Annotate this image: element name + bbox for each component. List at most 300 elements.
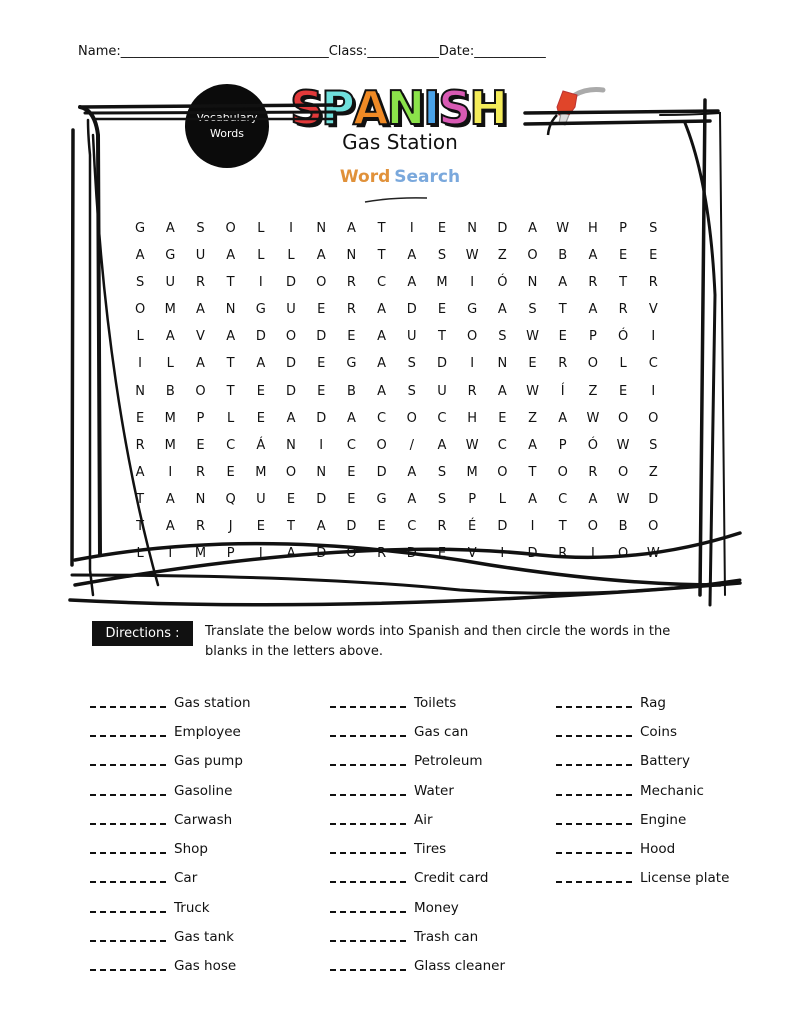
grid-letter[interactable]: G xyxy=(467,302,478,318)
grid-letter[interactable]: D xyxy=(286,275,297,291)
grid-letter[interactable]: M xyxy=(255,464,267,480)
grid-letter[interactable]: T xyxy=(619,275,628,291)
grid-letter[interactable]: T xyxy=(558,302,567,318)
grid-letter[interactable]: E xyxy=(618,248,628,264)
grid-letter[interactable]: E xyxy=(226,464,235,480)
grid-letter[interactable]: A xyxy=(437,437,447,453)
grid-letter[interactable]: B xyxy=(346,383,356,399)
grid-letter[interactable]: S xyxy=(649,437,658,453)
word-search-title xyxy=(300,167,500,187)
grid-letter[interactable]: C xyxy=(437,410,447,426)
grid-letter[interactable]: I xyxy=(530,519,535,535)
grid-letter[interactable]: I xyxy=(470,356,475,372)
grid-letter[interactable]: L xyxy=(257,221,265,236)
grid-letter[interactable]: O xyxy=(527,248,538,264)
grid-letter[interactable]: H xyxy=(588,221,598,236)
grid-letter[interactable]: T xyxy=(528,464,537,480)
vocab-item xyxy=(330,893,505,922)
grid-letter[interactable]: A xyxy=(588,491,598,507)
grid-letter[interactable]: B xyxy=(165,383,175,399)
grid-letter[interactable]: A xyxy=(165,221,175,236)
grid-letter[interactable]: U xyxy=(437,383,447,399)
grid-letter[interactable]: T xyxy=(377,248,386,264)
answer-blank[interactable] xyxy=(330,932,406,942)
grid-letter[interactable]: O xyxy=(195,383,206,399)
grid-letter[interactable]: Z xyxy=(588,383,598,399)
vocab-item xyxy=(90,952,251,981)
grid-letter[interactable]: A xyxy=(256,356,266,372)
grid-letter[interactable]: A xyxy=(346,410,356,426)
grid-letter[interactable]: E xyxy=(437,221,447,236)
grid-letter[interactable]: W xyxy=(616,491,630,507)
grid-letter[interactable]: P xyxy=(619,221,628,236)
grid-letter[interactable]: A xyxy=(377,356,387,372)
grid-letter[interactable]: T xyxy=(136,519,145,535)
gas-pump-nozzle-icon xyxy=(535,85,610,145)
grid-letter[interactable]: W xyxy=(526,383,539,399)
answer-blank[interactable] xyxy=(330,756,406,766)
grid-letter[interactable]: M xyxy=(194,546,207,562)
grid-letter[interactable]: I xyxy=(590,546,595,562)
grid-letter[interactable]: D xyxy=(255,329,266,345)
grid-letter[interactable]: M xyxy=(436,275,448,291)
grid-letter[interactable]: E xyxy=(135,410,145,426)
grid-letter[interactable]: O xyxy=(376,437,387,453)
grid-letter[interactable]: A xyxy=(196,302,205,318)
grid-letter[interactable]: T xyxy=(558,519,567,535)
grid-letter[interactable]: I xyxy=(258,546,263,562)
grid-letter[interactable]: P xyxy=(588,329,597,345)
grid-letter[interactable]: O xyxy=(497,464,508,480)
student-info-line xyxy=(78,44,718,59)
grid-letter[interactable]: U xyxy=(165,275,176,291)
grid-letter[interactable]: I xyxy=(319,437,324,453)
grid-letter[interactable]: Ó xyxy=(497,275,508,291)
grid-letter[interactable]: E xyxy=(196,437,205,453)
grid-letter[interactable]: O xyxy=(557,464,568,480)
grid-letter[interactable]: L xyxy=(498,491,506,507)
grid-letter[interactable]: E xyxy=(347,464,356,480)
grid-letter[interactable]: R xyxy=(467,383,477,399)
grid-letter[interactable]: W xyxy=(586,410,600,426)
vocab-item xyxy=(90,864,251,893)
grid-letter[interactable]: S xyxy=(407,383,416,399)
grid-letter[interactable]: O xyxy=(285,464,297,480)
grid-letter[interactable]: Á xyxy=(256,437,266,453)
vocab-word: Shop xyxy=(174,841,208,858)
vocab-word: Coins xyxy=(640,723,678,740)
grid-letter[interactable]: A xyxy=(286,410,296,426)
answer-blank[interactable] xyxy=(556,727,632,737)
grid-letter[interactable]: O xyxy=(316,275,327,291)
grid-letter[interactable]: D xyxy=(497,221,508,236)
grid-letter[interactable]: N xyxy=(346,248,357,264)
grid-letter[interactable]: Q xyxy=(225,491,236,507)
grid-letter[interactable]: S xyxy=(498,329,507,345)
answer-blank[interactable] xyxy=(90,903,166,913)
grid-letter[interactable]: E xyxy=(347,329,356,345)
vocab-item xyxy=(556,805,729,834)
grid-letter[interactable]: L xyxy=(257,248,265,264)
vocab-item xyxy=(556,834,729,863)
vocab-word: Gas can xyxy=(414,723,469,740)
grid-letter[interactable]: R xyxy=(558,546,568,562)
answer-blank[interactable] xyxy=(556,786,632,796)
grid-letter[interactable]: A xyxy=(377,383,387,399)
grid-letter[interactable]: A xyxy=(286,546,296,562)
vocab-word: Petroleum xyxy=(414,753,483,770)
grid-letter[interactable]: O xyxy=(406,410,417,426)
grid-letter[interactable]: V xyxy=(648,302,658,318)
grid-letter[interactable]: O xyxy=(467,329,478,345)
grid-letter[interactable]: A xyxy=(407,491,417,507)
answer-blank[interactable] xyxy=(90,756,166,766)
grid-letter[interactable]: E xyxy=(618,383,628,399)
answer-blank[interactable] xyxy=(330,815,406,825)
vocab-item xyxy=(556,717,729,746)
answer-blank[interactable] xyxy=(90,815,166,825)
grid-letter[interactable]: A xyxy=(558,410,568,426)
grid-letter[interactable]: A xyxy=(135,464,145,480)
grid-letter[interactable]: E xyxy=(256,519,265,535)
grid-letter[interactable]: S xyxy=(437,248,447,264)
grid-letter[interactable]: L xyxy=(166,356,174,372)
grid-letter[interactable]: D xyxy=(346,519,357,535)
grid-letter[interactable]: / xyxy=(409,437,414,453)
grid-letter[interactable]: Í xyxy=(560,383,565,399)
grid-letter[interactable]: L xyxy=(136,546,144,562)
grid-letter[interactable]: O xyxy=(617,546,629,562)
grid-letter[interactable]: R xyxy=(648,275,658,291)
answer-blank[interactable] xyxy=(556,756,632,766)
grid-letter[interactable]: S xyxy=(407,356,416,372)
grid-letter[interactable]: A xyxy=(316,248,326,264)
grid-letter[interactable]: G xyxy=(346,356,357,372)
grid-letter[interactable]: D xyxy=(527,546,538,562)
grid-letter[interactable]: N xyxy=(316,221,327,236)
grid-letter[interactable]: R xyxy=(588,464,598,480)
grid-letter[interactable]: O xyxy=(134,302,146,318)
grid-letter[interactable]: A xyxy=(346,221,356,236)
vocab-word: Battery xyxy=(640,753,690,770)
answer-blank[interactable] xyxy=(330,961,406,971)
title-letter: H xyxy=(469,81,506,135)
grid-letter[interactable]: P xyxy=(558,437,567,453)
grid-letter[interactable]: A xyxy=(377,302,387,318)
grid-letter[interactable]: O xyxy=(617,464,629,480)
grid-letter[interactable]: I xyxy=(651,383,656,399)
grid-letter[interactable]: I xyxy=(258,275,263,291)
grid-letter[interactable]: U xyxy=(195,248,206,264)
grid-letter[interactable]: M xyxy=(164,437,176,453)
grid-letter[interactable]: S xyxy=(437,491,447,507)
grid-letter[interactable]: W xyxy=(465,437,479,453)
grid-letter[interactable]: W xyxy=(616,437,630,453)
grid-letter[interactable]: E xyxy=(437,546,447,562)
grid-letter[interactable]: A xyxy=(588,248,598,264)
grid-letter[interactable]: A xyxy=(135,248,145,264)
vocab-word: Glass cleaner xyxy=(414,958,506,975)
name-label: Name: xyxy=(78,44,121,59)
grid-letter[interactable]: D xyxy=(316,329,327,345)
grid-letter[interactable]: Z xyxy=(528,410,537,426)
grid-letter[interactable]: A xyxy=(226,329,236,345)
answer-blank[interactable] xyxy=(330,727,406,737)
grid-letter[interactable]: G xyxy=(376,491,387,507)
grid-letter[interactable]: D xyxy=(436,356,447,372)
answer-blank[interactable] xyxy=(556,844,632,854)
grid-letter[interactable]: U xyxy=(286,302,296,318)
grid-letter[interactable]: N xyxy=(286,437,296,453)
grid-letter[interactable]: A xyxy=(528,491,537,507)
grid-letter[interactable]: Ó xyxy=(587,437,599,453)
vocab-word: Money xyxy=(414,899,459,916)
answer-blank[interactable] xyxy=(556,698,632,708)
grid-letter[interactable]: T xyxy=(226,275,235,291)
grid-letter[interactable]: S xyxy=(528,302,537,318)
grid-letter[interactable]: E xyxy=(558,329,567,345)
grid-letter[interactable]: A xyxy=(377,329,387,345)
grid-letter[interactable]: E xyxy=(256,383,265,399)
grid-letter[interactable]: O xyxy=(648,410,659,426)
answer-blank[interactable] xyxy=(90,961,166,971)
grid-letter[interactable]: R xyxy=(558,356,568,372)
grid-letter[interactable]: C xyxy=(558,491,568,507)
vocab-column-1 xyxy=(90,688,251,981)
grid-letter[interactable]: A xyxy=(165,329,175,345)
grid-letter[interactable]: E xyxy=(498,410,507,426)
grid-letter[interactable]: N xyxy=(316,464,327,480)
answer-blank[interactable] xyxy=(90,873,166,883)
grid-letter[interactable]: É xyxy=(468,519,477,535)
grid-letter[interactable]: T xyxy=(226,356,235,372)
grid-letter[interactable]: A xyxy=(528,221,537,236)
vocab-item xyxy=(90,688,251,717)
grid-letter[interactable]: M xyxy=(164,302,176,318)
answer-blank[interactable] xyxy=(330,786,406,796)
grid-letter[interactable]: I xyxy=(500,546,505,562)
vocab-item xyxy=(330,834,505,863)
grid-letter[interactable]: W xyxy=(465,248,479,264)
answer-blank[interactable] xyxy=(556,815,632,825)
vocab-item xyxy=(90,893,251,922)
grid-letter[interactable]: A xyxy=(165,519,175,535)
answer-blank[interactable] xyxy=(90,727,166,737)
class-field[interactable]: ___________ xyxy=(367,44,439,59)
grid-letter[interactable]: R xyxy=(195,519,205,535)
grid-letter[interactable]: A xyxy=(558,275,568,291)
grid-letter[interactable]: N xyxy=(497,356,508,372)
grid-letter[interactable]: C xyxy=(226,437,236,453)
grid-letter[interactable]: S xyxy=(196,221,205,236)
topic-subtitle: Gas Station xyxy=(342,130,458,154)
grid-letter[interactable]: E xyxy=(649,248,658,264)
grid-letter[interactable]: D xyxy=(497,519,508,535)
grid-letter[interactable]: N xyxy=(195,491,206,507)
grid-letter[interactable]: M xyxy=(466,464,478,480)
grid-letter[interactable]: G xyxy=(165,248,176,264)
vocab-item xyxy=(330,864,505,893)
grid-letter[interactable]: O xyxy=(225,221,236,236)
grid-letter[interactable]: D xyxy=(286,383,297,399)
answer-blank[interactable] xyxy=(330,873,406,883)
grid-letter[interactable]: L xyxy=(136,329,144,345)
grid-letter[interactable]: I xyxy=(409,221,414,236)
answer-blank[interactable] xyxy=(330,903,406,913)
grid-letter[interactable]: O xyxy=(346,546,357,562)
grid-letter[interactable]: O xyxy=(587,519,599,535)
grid-letter[interactable]: J xyxy=(228,519,233,535)
grid-letter[interactable]: E xyxy=(256,410,265,426)
answer-blank[interactable] xyxy=(556,873,632,883)
grid-letter[interactable]: L xyxy=(619,356,627,372)
grid-letter[interactable]: D xyxy=(316,491,327,507)
grid-letter[interactable]: O xyxy=(285,329,297,345)
grid-letter[interactable]: I xyxy=(168,464,173,480)
grid-letter[interactable]: N xyxy=(467,221,478,236)
grid-letter[interactable]: E xyxy=(317,302,326,318)
answer-blank[interactable] xyxy=(90,932,166,942)
grid-letter[interactable]: T xyxy=(437,329,446,345)
grid-letter[interactable]: R xyxy=(588,275,598,291)
grid-letter[interactable]: P xyxy=(468,491,477,507)
grid-letter[interactable]: E xyxy=(286,491,296,507)
grid-letter[interactable]: L xyxy=(287,248,295,264)
vocab-word: Trash can xyxy=(414,929,479,946)
word-search-word: Word xyxy=(339,167,391,187)
grid-letter[interactable]: H xyxy=(467,410,478,426)
vocab-word: Water xyxy=(414,782,454,799)
grid-letter[interactable]: A xyxy=(528,437,537,453)
grid-letter[interactable]: R xyxy=(437,519,447,535)
grid-letter[interactable]: R xyxy=(135,437,145,453)
grid-letter[interactable]: R xyxy=(195,464,205,480)
grid-letter[interactable]: C xyxy=(377,410,387,426)
grid-letter[interactable]: D xyxy=(376,464,387,480)
name-field[interactable]: ________________________________ xyxy=(120,44,329,59)
grid-letter[interactable]: E xyxy=(347,491,356,507)
answer-blank[interactable] xyxy=(330,698,406,708)
vocab-word: Rag xyxy=(640,694,666,711)
grid-letter[interactable]: E xyxy=(317,383,326,399)
grid-letter[interactable]: N xyxy=(225,302,236,318)
grid-letter[interactable]: T xyxy=(377,221,386,236)
answer-blank[interactable] xyxy=(90,844,166,854)
grid-letter[interactable]: D xyxy=(648,491,659,507)
grid-letter[interactable]: E xyxy=(528,356,537,372)
vocabulary-words-badge xyxy=(185,84,269,168)
vocab-item xyxy=(330,688,505,717)
grid-letter[interactable]: T xyxy=(287,519,295,535)
answer-blank[interactable] xyxy=(90,786,166,796)
grid-letter[interactable]: A xyxy=(407,248,417,264)
grid-letter[interactable]: Z xyxy=(648,464,658,480)
grid-letter[interactable]: W xyxy=(556,221,570,236)
grid-letter[interactable]: C xyxy=(346,437,356,453)
grid-letter[interactable]: C xyxy=(407,519,417,535)
grid-letter[interactable]: V xyxy=(467,546,477,562)
grid-letter[interactable]: U xyxy=(407,329,417,345)
grid-letter[interactable]: S xyxy=(649,221,658,236)
word-search-grid[interactable] xyxy=(125,215,680,567)
grid-letter[interactable]: I xyxy=(168,546,173,562)
grid-letter[interactable]: A xyxy=(407,464,417,480)
grid-letter[interactable]: O xyxy=(587,356,599,372)
grid-letter[interactable]: W xyxy=(646,546,660,562)
grid-letter[interactable]: R xyxy=(195,275,205,291)
grid-letter[interactable]: P xyxy=(196,410,205,426)
grid-letter[interactable]: T xyxy=(136,491,145,507)
grid-letter[interactable]: D xyxy=(406,546,417,562)
grid-letter[interactable]: N xyxy=(527,275,538,291)
grid-letter[interactable]: A xyxy=(226,248,236,264)
grid-letter[interactable]: D xyxy=(286,356,297,372)
grid-letter[interactable]: V xyxy=(196,329,205,345)
grid-letter[interactable]: G xyxy=(135,221,146,236)
grid-letter[interactable]: S xyxy=(437,464,447,480)
grid-letter[interactable]: C xyxy=(497,437,507,453)
grid-letter[interactable]: N xyxy=(135,383,145,399)
grid-letter[interactable]: M xyxy=(164,410,176,426)
vocab-item xyxy=(90,747,251,776)
grid-letter[interactable]: A xyxy=(165,491,175,507)
grid-letter[interactable]: A xyxy=(497,383,507,399)
grid-letter[interactable]: D xyxy=(316,410,327,426)
date-field[interactable]: ___________ xyxy=(474,44,546,59)
grid-letter[interactable]: E xyxy=(317,356,326,372)
grid-letter[interactable]: Ó xyxy=(617,329,629,345)
grid-letter[interactable]: E xyxy=(377,519,386,535)
grid-letter[interactable]: C xyxy=(648,356,658,372)
grid-letter[interactable]: U xyxy=(256,491,266,507)
answer-blank[interactable] xyxy=(330,844,406,854)
grid-letter[interactable]: A xyxy=(588,302,598,318)
grid-letter[interactable]: A xyxy=(196,356,205,372)
grid-letter[interactable]: D xyxy=(316,546,327,562)
grid-letter[interactable]: S xyxy=(135,275,145,291)
grid-letter[interactable]: Z xyxy=(497,248,507,264)
vocab-word: Toilets xyxy=(414,694,457,711)
grid-letter[interactable]: A xyxy=(497,302,507,318)
grid-letter[interactable]: I xyxy=(289,221,293,236)
grid-letter[interactable]: O xyxy=(617,410,629,426)
grid-letter[interactable]: O xyxy=(648,519,659,535)
grid-letter[interactable]: A xyxy=(407,275,417,291)
grid-letter[interactable]: C xyxy=(377,275,387,291)
vocab-item xyxy=(330,776,505,805)
grid-letter[interactable]: I xyxy=(470,275,475,291)
grid-letter[interactable]: A xyxy=(316,519,326,535)
grid-letter[interactable]: P xyxy=(226,546,235,562)
vocab-word: Credit card xyxy=(414,870,489,887)
grid-letter[interactable]: I xyxy=(651,329,656,345)
grid-letter[interactable]: B xyxy=(558,248,568,264)
grid-letter[interactable]: D xyxy=(406,302,417,318)
grid-letter[interactable]: G xyxy=(255,302,266,318)
grid-letter[interactable]: W xyxy=(526,329,539,345)
grid-letter[interactable]: T xyxy=(226,383,235,399)
grid-letter[interactable]: R xyxy=(346,302,356,318)
grid-letter[interactable]: E xyxy=(437,302,447,318)
grid-letter[interactable]: B xyxy=(618,519,628,535)
grid-letter[interactable]: R xyxy=(346,275,356,291)
answer-blank[interactable] xyxy=(90,698,166,708)
grid-letter[interactable]: R xyxy=(377,546,387,562)
grid-letter[interactable]: R xyxy=(618,302,628,318)
grid-letter[interactable]: L xyxy=(227,410,235,426)
grid-letter[interactable]: I xyxy=(138,356,143,372)
vocab-word: Truck xyxy=(174,899,210,916)
